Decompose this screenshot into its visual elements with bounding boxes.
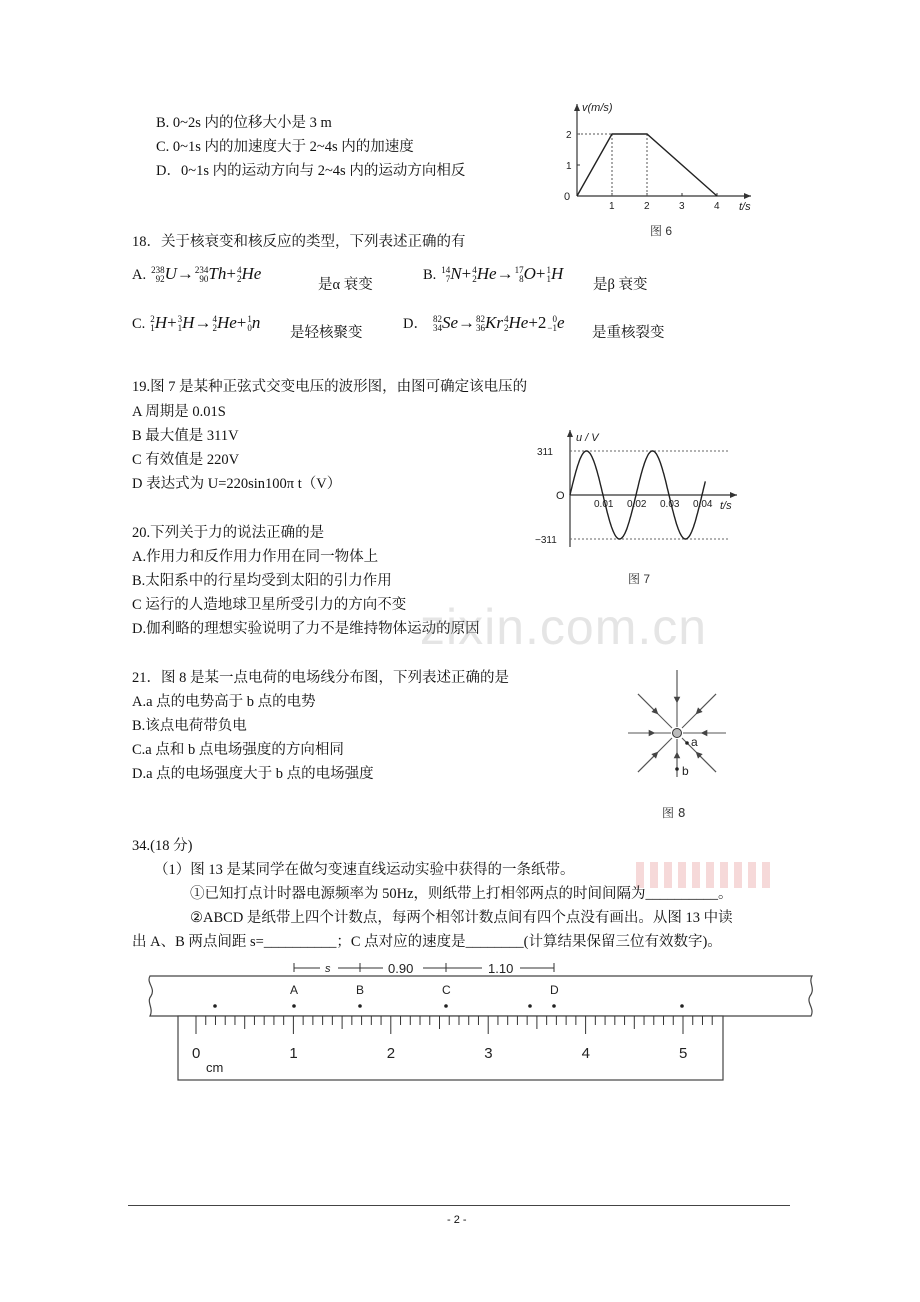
figure-6-caption: 图 6 — [650, 224, 673, 238]
figure-8-caption: 图 8 — [662, 806, 686, 820]
counting-point-label: B — [356, 983, 365, 997]
ruler-number: 1 — [289, 1045, 298, 1062]
q19-option-a: A 周期是 0.01S — [132, 404, 226, 420]
page-number: - 2 - — [447, 1214, 467, 1226]
q20-option-b: B.太阳系中的行星均受到太阳的引力作用 — [132, 573, 392, 589]
origin-label: 0 — [564, 191, 571, 203]
figure-6-vt-graph — [555, 98, 760, 243]
equation-d: 82 34 Se→ 82 36 Kr 4 2 He+2 0 −1 e — [432, 313, 565, 334]
q18-option-c — [132, 313, 260, 334]
option-label: C. — [132, 316, 146, 332]
option-label: A. — [132, 267, 147, 283]
q34-paragraph-1: （1）图 13 是某同学在做匀变速直线运动实验中获得的一条纸带。 — [154, 862, 575, 878]
counting-point-label: C — [442, 983, 451, 997]
x-tick-label: 0.01 — [594, 499, 614, 510]
q34-header: 34.(18 分) — [132, 838, 193, 854]
option-label: D． — [403, 316, 428, 332]
origin-label: O — [556, 490, 565, 502]
x-axis-label: t/s — [720, 500, 732, 512]
ruler-unit: cm — [206, 1060, 224, 1075]
q18-option-a-desc: 是α 衰变 — [318, 277, 373, 293]
counting-point-dot — [444, 1004, 448, 1008]
q21-option-d: D.a 点的电场强度大于 b 点的电场强度 — [132, 766, 374, 782]
x-tick-label: 3 — [679, 201, 685, 212]
x-axis-label: t/s — [739, 201, 751, 213]
equation-b: 14 7 N+ 4 2 He→ 17 8 O+ 1 1 H — [441, 264, 564, 285]
dim-ab-label: 0.90 — [388, 961, 414, 976]
point-b-label: b — [682, 764, 689, 778]
y-axis-arrow — [574, 104, 580, 111]
q18-option-b-desc: 是β 衰变 — [593, 277, 648, 293]
q18-option-d — [403, 313, 565, 334]
ruler-number: 3 — [484, 1045, 493, 1062]
q17-option-c: C. 0~1s 内的加速度大于 2~4s 内的加速度 — [156, 139, 414, 155]
y-axis-label: u / V — [576, 432, 599, 444]
x-tick-label: 0.03 — [660, 499, 680, 510]
q21-option-c: C.a 点和 b 点电场强度的方向相同 — [132, 742, 344, 758]
y-tick-label: 2 — [566, 130, 572, 141]
q18-option-d-desc: 是重核裂变 — [592, 325, 665, 341]
counting-point-dot — [358, 1004, 362, 1008]
ruler — [178, 1016, 723, 1080]
figure-8-field-lines — [620, 665, 735, 825]
x-tick-label: 2 — [644, 201, 650, 212]
q18-option-b — [423, 264, 563, 285]
q19-option-b: B 最大值是 311V — [132, 428, 239, 444]
ruler-number: 2 — [386, 1045, 396, 1062]
q21-stem: 21．图 8 是某一点电荷的电场线分布图，下列表述正确的是 — [132, 670, 509, 686]
q19-stem: 19.图 7 是某种正弦式交变电压的波形图，由图可确定该电压的 — [132, 379, 528, 395]
counting-point-dot — [552, 1004, 556, 1008]
q19-option-c: C 有效值是 220V — [132, 452, 240, 468]
counting-point-label: D — [550, 983, 559, 997]
paper-tape — [149, 976, 812, 1016]
tape-dot — [680, 1004, 684, 1008]
y-tick-label: 311 — [537, 447, 553, 458]
y-axis-arrow — [567, 430, 573, 437]
ruler-number: 0 — [192, 1045, 201, 1062]
q18-option-a — [132, 264, 261, 285]
equation-c: 2 1 H+ 3 1 H→ 4 2 He+ 1 0 n — [150, 313, 261, 334]
tape-dot — [528, 1004, 532, 1008]
x-axis-arrow — [730, 492, 737, 498]
counting-point-label: A — [290, 983, 299, 997]
tape-dot — [213, 1004, 217, 1008]
q21-option-b: B.该点电荷带负电 — [132, 718, 247, 734]
y-tick-label: 1 — [566, 161, 572, 172]
q17-option-b: B. 0~2s 内的位移大小是 3 m — [156, 115, 332, 131]
q20-stem: 20.下列关于力的说法正确的是 — [132, 525, 325, 541]
ruler-number: 4 — [581, 1045, 590, 1062]
dim-cd-label: 1.10 — [488, 961, 514, 976]
x-tick-label: 4 — [714, 201, 720, 212]
figure-13-paper-tape — [140, 958, 830, 1086]
q18-stem: 18．关于核衰变和核反应的类型，下列表述正确的有 — [132, 234, 466, 250]
q20-option-d: D.伽利略的理想实验说明了力不是维持物体运动的原因 — [132, 621, 480, 637]
figure-7-sine-wave — [535, 425, 750, 595]
x-tick-label: 0.02 — [627, 499, 647, 510]
option-label: B. — [423, 267, 437, 283]
point-a-label: a — [691, 735, 698, 749]
q20-option-c: C 运行的人造地球卫星所受引力的方向不变 — [132, 597, 407, 613]
figure-7-caption: 图 7 — [628, 572, 651, 586]
q18-option-c-desc: 是轻核聚变 — [290, 325, 363, 341]
y-tick-label: −311 — [535, 535, 557, 546]
q21-option-a: A.a 点的电势高于 b 点的电势 — [132, 694, 316, 710]
q34-paragraph-2: ①已知打点计时器电源频率为 50Hz，则纸带上打相邻两点的时间间隔为__________。 — [190, 886, 733, 902]
counting-point-dot — [292, 1004, 296, 1008]
dim-s-label: s — [325, 963, 331, 975]
q34-paragraph-4: 出 A、B 两点间距 s=__________；C 点对应的速度是________(计算结果保留三位有效数字)。 — [132, 934, 722, 950]
watermark: zixin.com.cn — [420, 599, 708, 655]
q19-option-d: D 表达式为 U=220sin100π t（V） — [132, 476, 342, 492]
footer-rule — [128, 1205, 790, 1206]
y-axis-label: v(m/s) — [582, 102, 613, 114]
point-a-dot — [685, 741, 689, 745]
q20-option-a: A.作用力和反作用力作用在同一物体上 — [132, 549, 379, 565]
equation-a: 238 92 U→ 234 90 Th+ 4 2 He — [151, 264, 262, 285]
q34-paragraph-3: ②ABCD 是纸带上四个计数点，每两个相邻计数点间有四个点没有画出。从图 13 中读 — [190, 910, 733, 926]
x-axis-arrow — [744, 193, 751, 199]
point-charge — [673, 729, 682, 738]
q17-option-d: D．0~1s 内的运动方向与 2~4s 内的运动方向相反 — [156, 163, 466, 179]
x-tick-label: 0.04 — [693, 499, 713, 510]
ruler-number: 5 — [679, 1045, 688, 1062]
x-tick-label: 1 — [609, 201, 615, 212]
point-b-dot — [675, 767, 679, 771]
